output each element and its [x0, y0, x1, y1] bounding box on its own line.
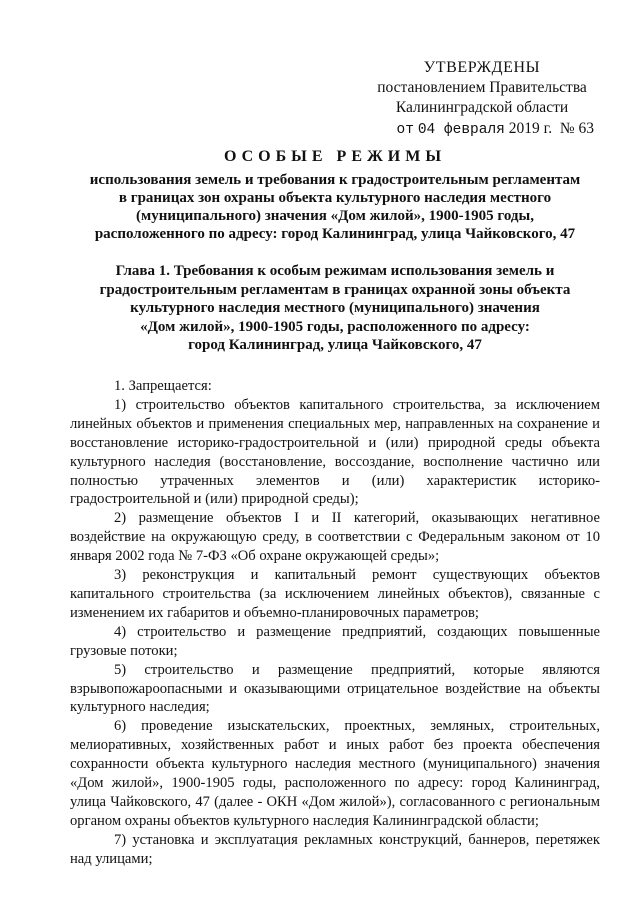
body-paragraph: 1. Запрещается: — [114, 378, 212, 394]
chapter-line: культурного наследия местного (муниципального) значения — [130, 300, 540, 316]
chapter-heading — [70, 262, 600, 355]
document-body — [70, 377, 600, 869]
approval-date-year: 2019 г. — [508, 120, 553, 137]
heading-line: использования земель и требования к градостроительным регламентам — [89, 172, 581, 188]
approval-number: № 63 — [559, 120, 594, 137]
body-paragraph: 6) проведение изыскательских, проектных, земляных, строительных, мелиоративных, хозяйственных работ и иных работ без проекта обеспечения сохранности объекта культурного наследия местного (муниципального) значения «Дом жилой», 1900-1905 годы, расположенного по адресу: город Калининград, улица Чайковского, 47 (далее - ОКН «Дом жилой»), согласованного с региональным органом охраны объектов культурного наследия Калининградской области; — [70, 718, 600, 829]
chapter-line: градостроительным регламентам в границах охранной зоны объекта — [99, 281, 571, 298]
approval-date — [352, 119, 612, 140]
body-paragraph: 4) строительство и размещение предприятий, создающих повышенные грузовые потоки; — [70, 623, 600, 659]
body-paragraph: 1) строительство объектов капитального строительства, за исключением линейных объектов и применения специальных мер, направленных на сохранение и восстановление историко-градостроительной и (или) природной среды объекта культурного наследия (восстановление, воссоздание, восполнение частично или полностью утраченных элементов и (или) характеристик историко-градостроительной и (или) природной среды); — [70, 396, 600, 508]
approval-date-day-month: 04 февраля — [417, 122, 505, 138]
document-heading — [70, 148, 600, 243]
body-paragraph: 2) размещение объектов I и II категорий, оказывающих негативное воздействие на окружающую среду, в соответствии с Федеральным законом от 10 января 2002 года № 7-ФЗ «Об охране окружающей среды»; — [70, 510, 600, 565]
body-paragraph: 5) строительство и размещение предприятий, которые являются взрывопожароопасными и оказывающими отрицательное воздействие на объекты культурного наследия; — [70, 661, 600, 716]
document-title: ОСОБЫЕ РЕЖИМЫ — [223, 148, 447, 165]
approval-title: УТВЕРЖДЕНЫ — [423, 59, 541, 76]
approval-date-prefix: от — [396, 122, 414, 138]
chapter-line: город Калининград, улица Чайковского, 47 — [188, 337, 482, 353]
body-paragraph: 3) реконструкция и капитальный ремонт существующих объектов капитального строительства (за исключением линейных объектов), связанные с изменением их габаритов и объемно-планировочных параметров; — [70, 567, 600, 621]
body-paragraph: 7) установка и эксплуатация рекламных конструкций, баннеров, перетяжек над улицами; — [70, 831, 600, 867]
approval-line-2: Калининградской области — [395, 99, 569, 116]
heading-line: в границах зон охраны объекта культурного наследия местного — [118, 190, 552, 206]
heading-line: расположенного по адресу: город Калининград, улица Чайковского, 47 — [94, 226, 576, 242]
approval-line-1: постановлением Правительства — [377, 79, 587, 96]
chapter-line: Глава 1. Требования к особым режимам использования земель и — [115, 263, 555, 279]
approval-stamp — [352, 58, 612, 140]
heading-line: (муниципального) значения «Дом жилой», 1900-1905 годы, — [136, 208, 534, 224]
chapter-line: «Дом жилой», 1900-1905 годы, расположенного по адресу: — [140, 318, 530, 335]
